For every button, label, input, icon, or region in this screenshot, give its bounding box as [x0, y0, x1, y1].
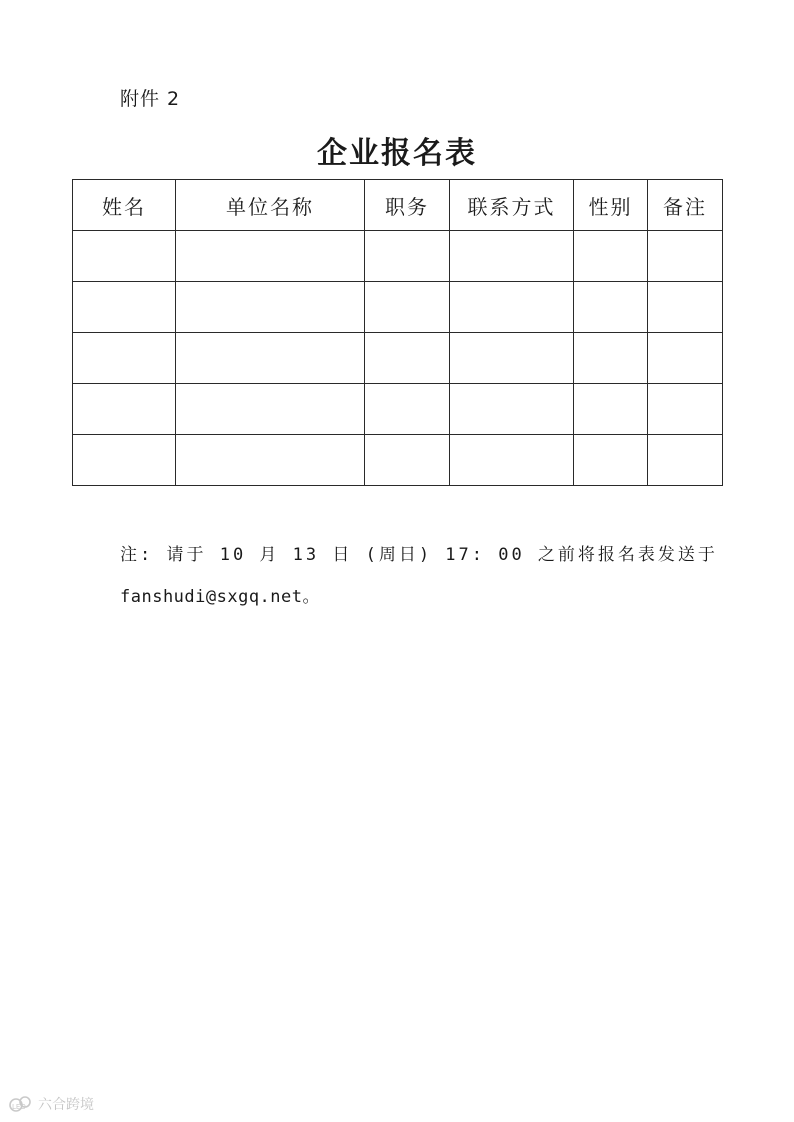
table-cell — [574, 333, 648, 384]
header-position: 职务 — [365, 180, 450, 231]
registration-table — [72, 179, 723, 486]
header-contact: 联系方式 — [450, 180, 574, 231]
table-cell — [365, 333, 450, 384]
watermark — [8, 1094, 94, 1114]
table-row — [73, 231, 723, 282]
note-line-1: 注: 请于 10 月 13 日 (周日) 17: 00 之前将报名表发送于 — [120, 545, 718, 565]
table-cell — [73, 333, 176, 384]
watermark-text: 六合跨境 — [38, 1097, 94, 1113]
table-cell — [73, 282, 176, 333]
table-row — [73, 282, 723, 333]
table-cell — [574, 384, 648, 435]
table-row — [73, 333, 723, 384]
table-cell — [365, 384, 450, 435]
watermark-logo-icon — [8, 1094, 34, 1114]
table-cell — [450, 282, 574, 333]
table-cell — [365, 231, 450, 282]
table-cell — [73, 384, 176, 435]
table-cell — [450, 231, 574, 282]
header-company: 单位名称 — [176, 180, 365, 231]
table-cell — [176, 282, 365, 333]
table-cell — [648, 435, 723, 486]
table-cell — [574, 231, 648, 282]
header-remarks: 备注 — [648, 180, 723, 231]
table-cell — [365, 282, 450, 333]
table-cell — [648, 384, 723, 435]
attachment-label: 附件 2 — [120, 88, 181, 110]
table-row — [73, 435, 723, 486]
table-cell — [648, 282, 723, 333]
table-cell — [176, 231, 365, 282]
table-header-row — [73, 180, 723, 231]
table-cell — [450, 384, 574, 435]
header-name: 姓名 — [73, 180, 176, 231]
table-cell — [648, 231, 723, 282]
form-title: 企业报名表 — [317, 136, 477, 171]
table-cell — [73, 231, 176, 282]
table-cell — [450, 333, 574, 384]
table-cell — [176, 333, 365, 384]
table-cell — [73, 435, 176, 486]
table-cell — [574, 282, 648, 333]
note-line-2: fanshudi@sxgq.net。 — [120, 587, 320, 607]
table-body — [73, 231, 723, 486]
table-cell — [648, 333, 723, 384]
header-gender: 性别 — [574, 180, 648, 231]
watermark-logo-text: LEO — [12, 1103, 26, 1111]
table-cell — [176, 435, 365, 486]
table-cell — [176, 384, 365, 435]
table-cell — [450, 435, 574, 486]
table-cell — [365, 435, 450, 486]
table-cell — [574, 435, 648, 486]
table-row — [73, 384, 723, 435]
